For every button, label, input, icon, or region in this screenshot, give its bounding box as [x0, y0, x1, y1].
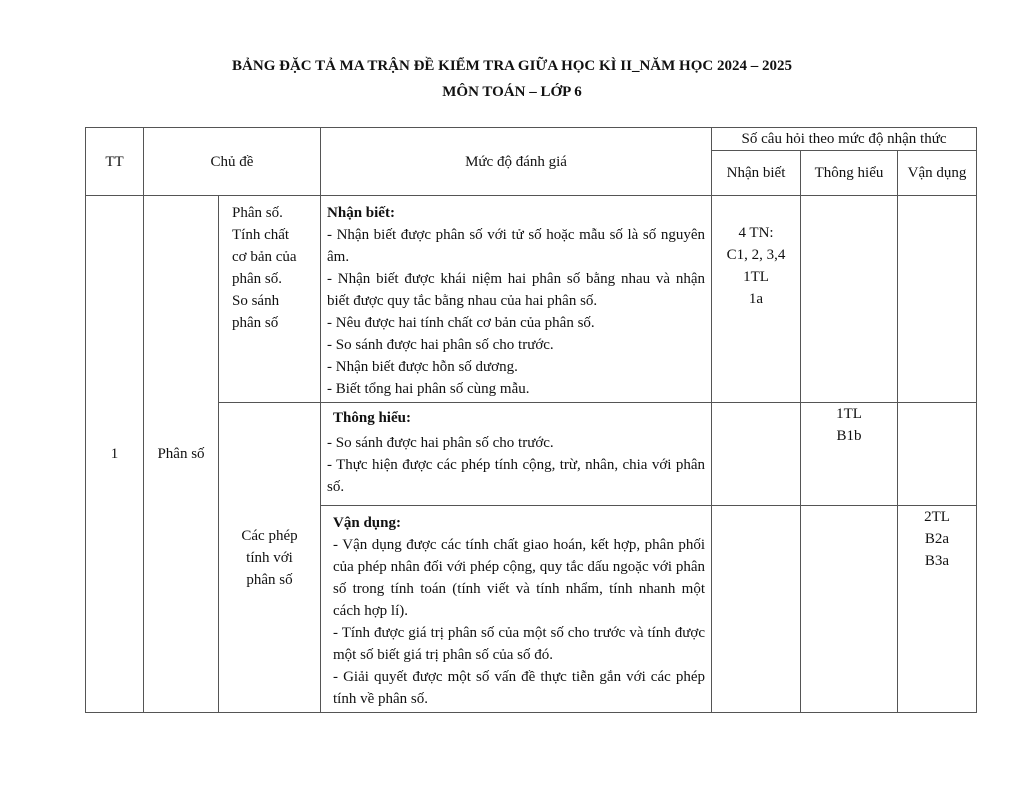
subtopic-2: Các phép tính với phân số — [219, 403, 321, 713]
header-muc-do: Mức độ đánh giá — [321, 128, 712, 196]
header-nhan-biet: Nhận biết — [712, 151, 801, 196]
row-tt: 1 — [86, 196, 144, 713]
empty-cell — [898, 196, 977, 403]
thong-hieu-description: Thông hiểu: - So sánh được hai phân số cho trước. - Thực hiện được các phép tính cộng, trừ, nhân, chia với phân số. — [321, 403, 712, 506]
empty-cell — [712, 506, 801, 713]
nhan-biet-description: Nhận biết: - Nhận biết được phân số với tử số hoặc mẫu số là số nguyên âm. - Nhận biết được khái niệm hai phân số bằng nhau và nhận biết được quy tắc bằng nhau của hai phân số. - Nêu được hai tính chất cơ bản của phân số. - So sánh được hai phân số cho trước. - Nhận biết được hỗn số dương. - Biết tổng hai phân số cùng mẫu. — [321, 196, 712, 403]
subtopic-1: Phân số. Tính chất cơ bản của phân số. So sánh phân số — [219, 196, 321, 403]
header-so-cau: Số câu hỏi theo mức độ nhận thức — [712, 128, 977, 151]
empty-cell — [712, 403, 801, 506]
assessment-matrix-table — [85, 127, 977, 713]
van-dung-count: 2TL B2a B3a — [898, 506, 977, 713]
document-title: BẢNG ĐẶC TẢ MA TRẬN ĐỀ KIỂM TRA GIỮA HỌC KÌ II_NĂM HỌC 2024 – 2025 — [232, 58, 792, 74]
van-dung-description: Vận dụng: - Vận dụng được các tính chất giao hoán, kết hợp, phân phối của phép nhân đối với phép cộng, quy tắc dấu ngoặc với phân số trong tính toán (tính viết và tính nhẩm, tính nhanh một cách hợp lí). - Tính được giá trị phân số của một số cho trước và tính được một số biết giá trị phân số của số đó. - Giải quyết được một số vấn đề thực tiễn gắn với các phép tính về phân số. — [321, 506, 712, 713]
topic-name: Phân số — [144, 196, 219, 713]
thong-hieu-count: 1TL B1b — [801, 403, 898, 506]
header-chu-de: Chủ đề — [144, 128, 321, 196]
header-van-dung: Vận dụng — [898, 151, 977, 196]
nhan-biet-count: 4 TN: C1, 2, 3,4 1TL 1a — [712, 196, 801, 403]
document-subtitle: MÔN TOÁN – LỚP 6 — [442, 84, 582, 100]
empty-cell — [801, 196, 898, 403]
empty-cell — [801, 506, 898, 713]
header-tt: TT — [86, 128, 144, 196]
header-thong-hieu: Thông hiểu — [801, 151, 898, 196]
empty-cell — [898, 403, 977, 506]
